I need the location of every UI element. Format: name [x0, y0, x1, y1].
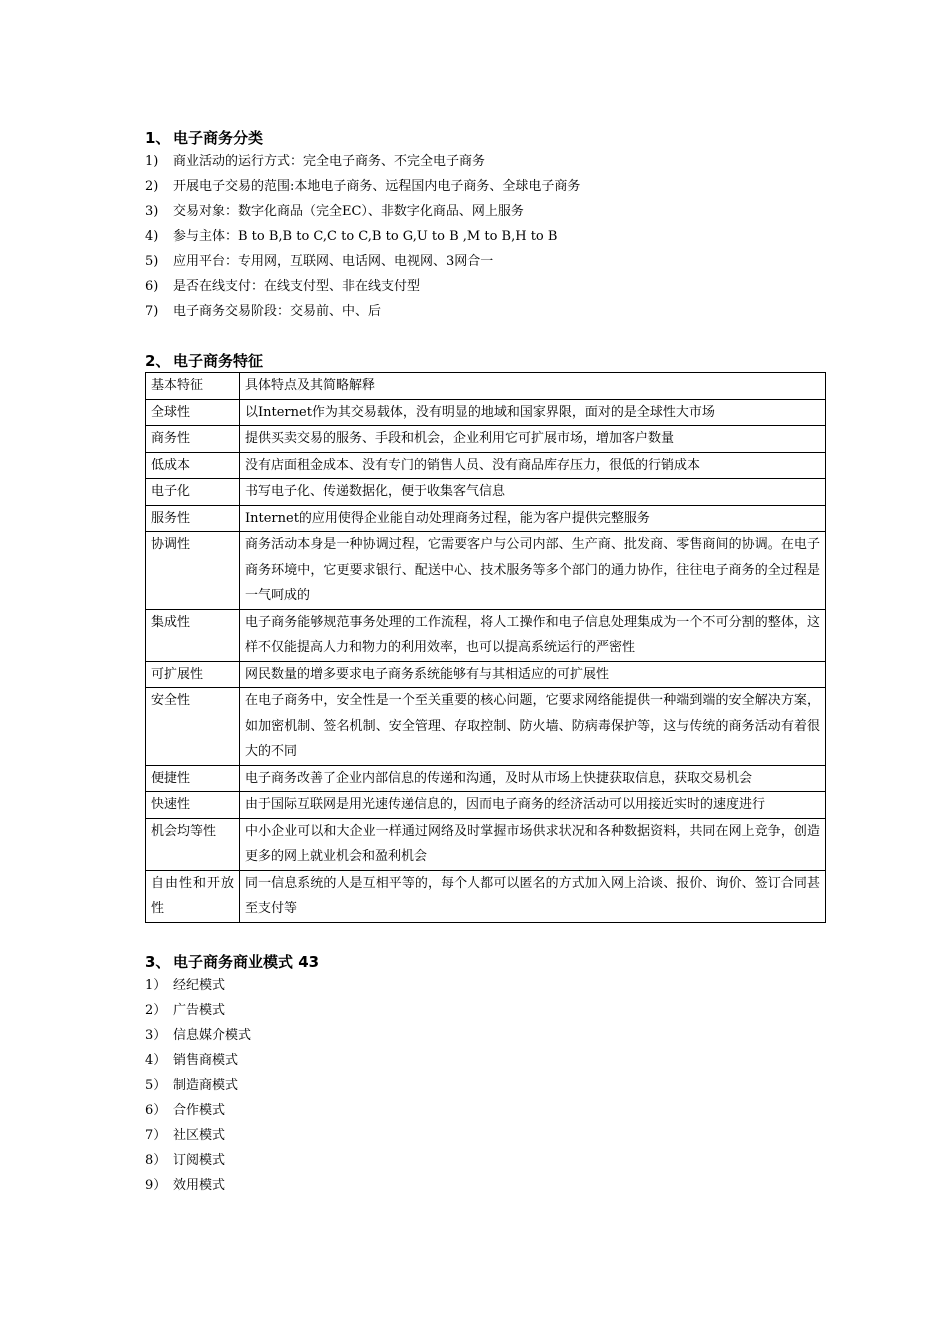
- section-heading-features: [145, 350, 825, 372]
- feature-description-cell: 没有店面租金成本、没有专门的销售人员、没有商品库存压力，很低的行销成本: [240, 452, 826, 479]
- feature-description-cell: 由于国际互联网是用光速传递信息的，因而电子商务的经济活动可以用接近实时的速度进行: [240, 792, 826, 819]
- table-row: [146, 609, 826, 661]
- list-item: [145, 1023, 825, 1048]
- list-item: [145, 1123, 825, 1148]
- feature-description-cell: 同一信息系统的人是互相平等的，每个人都可以匿名的方式加入网上洽谈、报价、询价、签订合同甚至支付等: [240, 870, 826, 922]
- section-title: 电子商务商业模式 43: [173, 952, 320, 971]
- list-item-number: 3): [145, 204, 159, 219]
- list-item-text: 是否在线支付：在线支付型、非在线支付型: [173, 279, 421, 294]
- list-item-number: 9）: [145, 1177, 167, 1193]
- list-item-text: 经纪模式: [173, 977, 226, 993]
- table-row: [146, 452, 826, 479]
- feature-name-cell: 服务性: [146, 505, 240, 532]
- list-item: [145, 1098, 825, 1123]
- feature-description-cell: 以Internet作为其交易载体，没有明显的地域和国家界限，面对的是全球性大市场: [240, 399, 826, 426]
- list-item-number: 6): [145, 279, 159, 294]
- list-item-number: 2): [145, 179, 159, 194]
- list-item-number: 7): [145, 304, 159, 319]
- feature-description-cell: 电子商务能够规范事务处理的工作流程，将人工操作和电子信息处理集成为一个不可分割的整体，这样不仅能提高人力和物力的利用效率，也可以提高系统运行的严密性: [240, 609, 826, 661]
- list-item-number: 5）: [145, 1077, 167, 1093]
- feature-name-cell: 安全性: [146, 688, 240, 766]
- section-number: 3、: [145, 952, 171, 971]
- table-row: [146, 426, 826, 453]
- table-row: [146, 870, 826, 922]
- table-row: [146, 765, 826, 792]
- feature-description-cell: 在电子商务中，安全性是一个至关重要的核心问题，它要求网络能提供一种端到端的安全解决方案，如加密机制、签名机制、安全管理、存取控制、防火墙、防病毒保护等，这与传统的商务活动有着很大的不同: [240, 688, 826, 766]
- list-item: [145, 1073, 825, 1098]
- list-item: [145, 149, 825, 174]
- document-page: [145, 127, 825, 1198]
- feature-description-cell: 网民数量的增多要求电子商务系统能够有与其相适应的可扩展性: [240, 661, 826, 688]
- list-item-text: 制造商模式: [173, 1077, 239, 1093]
- table-header-row: [146, 373, 826, 400]
- list-item: [145, 1148, 825, 1173]
- list-item: [145, 224, 825, 249]
- table-row: [146, 661, 826, 688]
- list-item-number: 1): [145, 154, 159, 169]
- list-item: [145, 1173, 825, 1198]
- list-item-text: 电子商务交易阶段：交易前、中、后: [173, 304, 382, 319]
- features-table: [145, 372, 826, 923]
- feature-description-cell: 提供买卖交易的服务、手段和机会，企业利用它可扩展市场，增加客户数量: [240, 426, 826, 453]
- list-item: [145, 274, 825, 299]
- feature-name-cell: 电子化: [146, 479, 240, 506]
- feature-name-cell: 低成本: [146, 452, 240, 479]
- section-title: 电子商务特征: [173, 352, 264, 370]
- feature-name-cell: 便捷性: [146, 765, 240, 792]
- table-row: [146, 818, 826, 870]
- feature-description-cell: 中小企业可以和大企业一样通过网络及时掌握市场供求状况和各种数据资料，共同在网上竞争，创造更多的网上就业机会和盈利机会: [240, 818, 826, 870]
- section-number: 1、: [145, 129, 171, 147]
- classification-list: [145, 149, 825, 324]
- table-row: [146, 792, 826, 819]
- feature-name-cell: 自由性和开放性: [146, 870, 240, 922]
- feature-name-cell: 机会均等性: [146, 818, 240, 870]
- header-cell-feature: 基本特征: [146, 373, 240, 400]
- list-item-number: 1）: [145, 977, 167, 993]
- list-item-text: 合作模式: [173, 1102, 226, 1118]
- feature-name-cell: 协调性: [146, 532, 240, 610]
- list-item-text: 开展电子交易的范围:本地电子商务、远程国内电子商务、全球电子商务: [173, 179, 581, 194]
- section-number: 2、: [145, 352, 171, 370]
- list-item-number: 4）: [145, 1052, 167, 1068]
- table-row: [146, 399, 826, 426]
- feature-name-cell: 商务性: [146, 426, 240, 453]
- feature-name-cell: 集成性: [146, 609, 240, 661]
- list-item-text: 应用平台：专用网，互联网、电话网、电视网、3网合一: [173, 254, 494, 269]
- business-model-list: [145, 973, 825, 1198]
- list-item-text: 参与主体：B to B,B to C,C to C,B to G,U to B ,M to B,H to B: [173, 229, 558, 244]
- list-item-text: 效用模式: [173, 1177, 226, 1193]
- list-item-number: 8）: [145, 1152, 167, 1168]
- section-heading-classification: [145, 127, 825, 149]
- table-row: [146, 532, 826, 610]
- feature-name-cell: 可扩展性: [146, 661, 240, 688]
- list-item-number: 4): [145, 229, 159, 244]
- list-item: [145, 249, 825, 274]
- list-item-number: 2）: [145, 1002, 167, 1018]
- list-item-text: 信息媒介模式: [173, 1027, 252, 1043]
- list-item: [145, 998, 825, 1023]
- feature-description-cell: Internet的应用使得企业能自动处理商务过程，能为客户提供完整服务: [240, 505, 826, 532]
- list-item: [145, 1048, 825, 1073]
- list-item-text: 社区模式: [173, 1127, 226, 1143]
- list-item-number: 6）: [145, 1102, 167, 1118]
- table-row: [146, 688, 826, 766]
- list-item: [145, 174, 825, 199]
- feature-name-cell: 全球性: [146, 399, 240, 426]
- list-item: [145, 973, 825, 998]
- feature-description-cell: 书写电子化、传递数据化，便于收集客气信息: [240, 479, 826, 506]
- header-cell-description: 具体特点及其简略解释: [240, 373, 826, 400]
- feature-description-cell: 电子商务改善了企业内部信息的传递和沟通，及时从市场上快捷获取信息，获取交易机会: [240, 765, 826, 792]
- list-item: [145, 299, 825, 324]
- section-title: 电子商务分类: [173, 129, 264, 147]
- feature-description-cell: 商务活动本身是一种协调过程，它需要客户与公司内部、生产商、批发商、零售商间的协调。在电子商务环境中，它更要求银行、配送中心、技术服务等多个部门的通力协作，往往电子商务的全过程是一气呵成的: [240, 532, 826, 610]
- list-item-number: 3）: [145, 1027, 167, 1043]
- list-item-text: 订阅模式: [173, 1152, 226, 1168]
- section-heading-business-models: [145, 951, 825, 973]
- list-item-number: 7）: [145, 1127, 167, 1143]
- table-row: [146, 479, 826, 506]
- list-item-text: 交易对象：数字化商品（完全EC）、非数字化商品、网上服务: [173, 204, 524, 219]
- list-item-number: 5): [145, 254, 159, 269]
- feature-name-cell: 快速性: [146, 792, 240, 819]
- list-item-text: 商业活动的运行方式：完全电子商务、不完全电子商务: [173, 154, 486, 169]
- list-item: [145, 199, 825, 224]
- list-item-text: 销售商模式: [173, 1052, 239, 1068]
- table-row: [146, 505, 826, 532]
- list-item-text: 广告模式: [173, 1002, 226, 1018]
